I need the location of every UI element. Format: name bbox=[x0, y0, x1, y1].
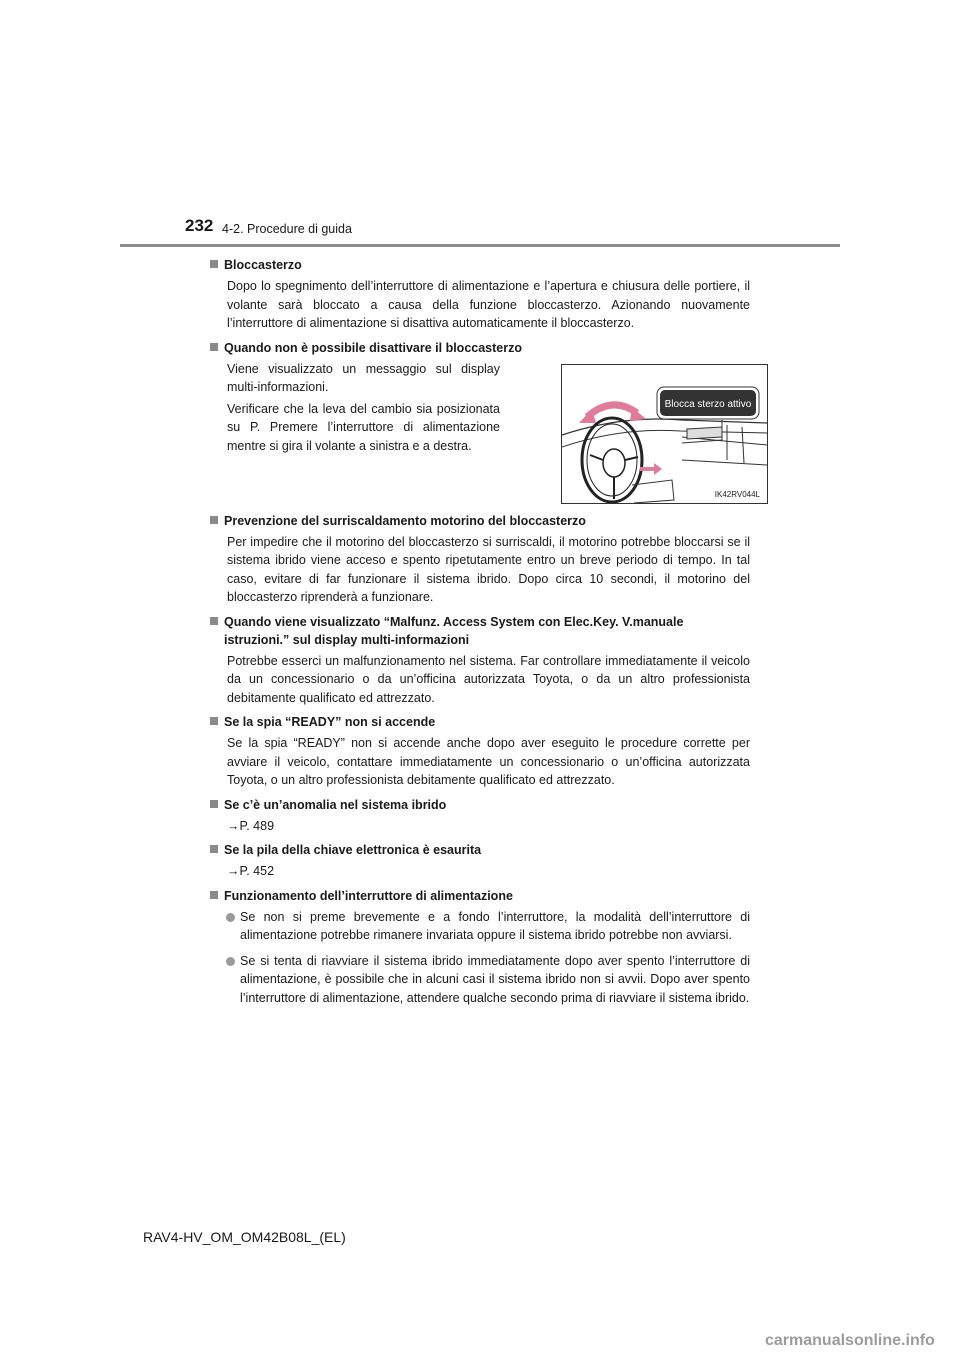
bullet-item: Se si tenta di riavviare il sistema ibrido immediatamente dopo aver spento l’interruttore di alimentazione, è possibile che in alcuni casi il sistema ibrido non si avvii. Dopo aver spento l’interruttore di alimentazione, attendere qualche secondo prima di riavviare il sistema ibrido. bbox=[210, 952, 750, 1008]
section-pila bbox=[210, 841, 750, 881]
section-heading: Quando viene visualizzato “Malfunz. Access System con Elec.Key. V.manuale istruzioni.” sul display multi-informazioni bbox=[210, 613, 750, 649]
section-text: Se la spia “READY” non si accende anche dopo aver eseguito le procedure corrette per avviare il veicolo, contattare immediatamente un concessionario o un’officina autorizzata Toyota, o un altro professionista debitamente qualificato ed attrezzato. bbox=[227, 736, 750, 787]
section-heading: Prevenzione del surriscaldamento motorino del bloccasterzo bbox=[210, 512, 750, 530]
section-heading: Se c’è un’anomalia nel sistema ibrido bbox=[210, 796, 750, 814]
section-bloccasterzo bbox=[210, 256, 750, 333]
circle-bullet-icon bbox=[226, 913, 235, 922]
section-text: Potrebbe esserci un malfunzionamento nel sistema. Far controllare immediatamente il veicolo da un concessionario o da un’officina autorizzata Toyota, o da un altro professionista debitamente qualificato ed attrezzato. bbox=[227, 653, 750, 705]
figure-text bbox=[210, 360, 500, 459]
steering-lock-illustration bbox=[561, 364, 768, 504]
square-bullet-icon bbox=[210, 260, 218, 268]
square-bullet-icon bbox=[210, 800, 218, 808]
figure-code: IK42RV044L bbox=[714, 489, 760, 499]
figure-row bbox=[210, 360, 760, 504]
square-bullet-icon bbox=[210, 717, 218, 725]
section-non-disattivare bbox=[210, 339, 760, 504]
section-heading: Quando non è possibile disattivare il bloccasterzo bbox=[210, 339, 750, 357]
section-funzionamento bbox=[210, 887, 750, 1008]
bullet-item: Se non si preme brevemente e a fondo l’interruttore, la modalità dell’interruttore di alimentazione potrebbe rimanere invariata oppure il sistema ibrido potrebbe non avviarsi. bbox=[210, 908, 750, 945]
header-rule bbox=[120, 244, 840, 247]
square-bullet-icon bbox=[210, 516, 218, 524]
square-bullet-icon bbox=[210, 617, 218, 625]
section-heading: Se la pila della chiave elettronica è esaurita bbox=[210, 841, 750, 859]
content bbox=[210, 256, 760, 1014]
section-heading: Se la spia “READY” non si accende bbox=[210, 713, 750, 731]
section-malfunz bbox=[210, 613, 750, 708]
section-surriscaldamento bbox=[210, 512, 750, 607]
section-ready bbox=[210, 713, 750, 790]
steering-wheel-illustration bbox=[562, 365, 767, 503]
circle-bullet-icon bbox=[226, 957, 235, 966]
square-bullet-icon bbox=[210, 845, 218, 853]
section-heading: Funzionamento dell’interruttore di alimentazione bbox=[210, 887, 750, 905]
display-message: Blocca sterzo attivo bbox=[664, 398, 752, 410]
watermark[interactable]: carmanualsonline.info bbox=[765, 1332, 935, 1349]
section-title: 4-2. Procedure di guida bbox=[222, 222, 352, 236]
page-number: 232 bbox=[185, 216, 214, 235]
page-reference-link[interactable]: →P. 452 bbox=[227, 864, 275, 878]
footer-code: RAV4-HV_OM_OM42B08L_(EL) bbox=[143, 1229, 346, 1245]
square-bullet-icon bbox=[210, 891, 218, 899]
section-anomalia bbox=[210, 796, 750, 836]
section-text: Per impedire che il motorino del bloccasterzo si surriscaldi, il motorino potrebbe bloccarsi se il sistema ibrido viene acceso e spento ripetutamente entro un breve periodo di tempo. In tal caso, evitare di far funzionare il sistema ibrido. Dopo circa 10 secondi, il motorino del bloccasterzo riprenderà a funzionare. bbox=[227, 534, 750, 604]
section-text: Viene visualizzato un messaggio sul display multi-informazioni. bbox=[227, 361, 500, 394]
section-text: Dopo lo spegnimento dell’interruttore di alimentazione e l’apertura e chiusura delle portiere, il volante sarà bloccato a causa della funzione bloccasterzo. Azionando nuovamente l’interruttore di alimentazione si disattiva automaticamente il bloccasterzo. bbox=[227, 279, 750, 330]
section-text: Verificare che la leva del cambio sia posizionata su P. Premere l’interruttore di alimentazione mentre si gira il volante a sinistra e a destra. bbox=[227, 401, 500, 453]
page-reference-link[interactable]: →P. 489 bbox=[227, 818, 275, 833]
square-bullet-icon bbox=[210, 343, 218, 351]
section-heading: Bloccasterzo bbox=[210, 256, 750, 274]
